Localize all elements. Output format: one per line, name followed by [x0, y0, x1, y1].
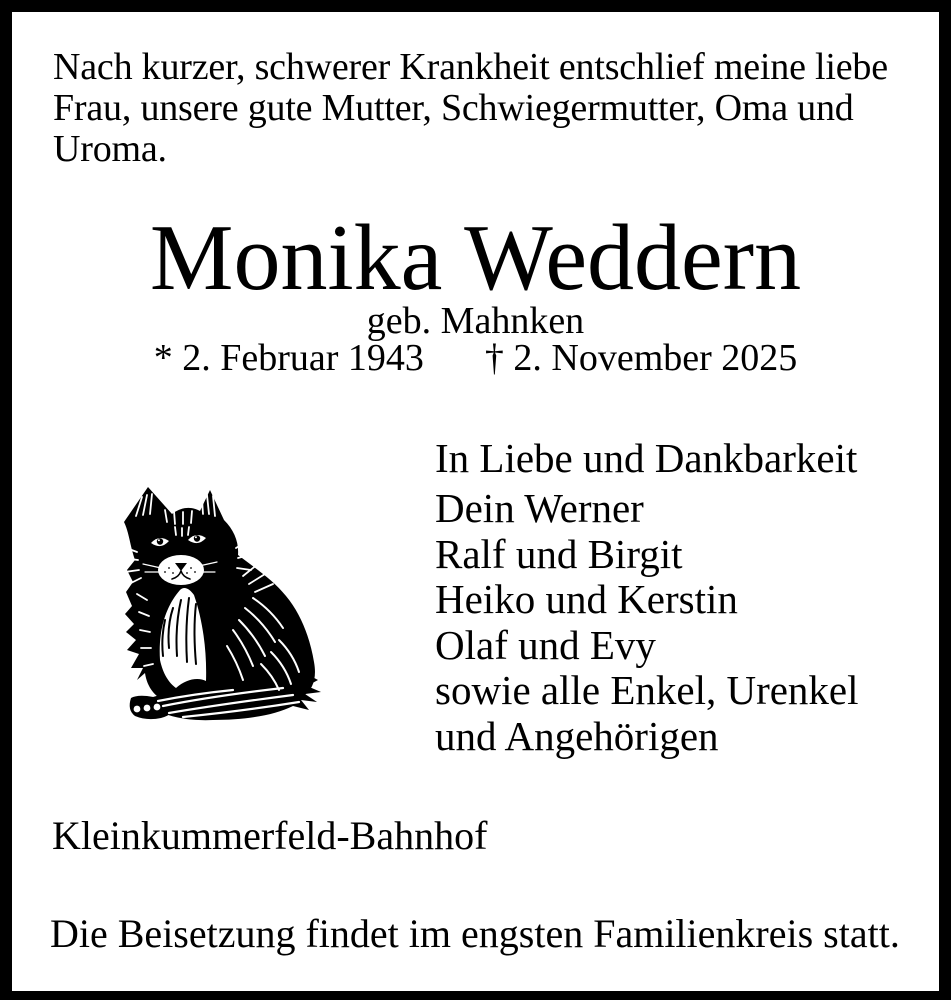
- birth-date: * 2. Februar 1943: [153, 337, 424, 379]
- mourner-line-2: Ralf und Birgit: [435, 530, 683, 577]
- place-name: Kleinkummerfeld-Bahnhof: [52, 813, 488, 858]
- mourner-line-1: Dein Werner: [435, 485, 644, 531]
- intro-text: [53, 47, 888, 170]
- mourner-line-5: sowie alle Enkel, Urenkel: [435, 667, 859, 713]
- mourner-line-3: Heiko und Kerstin: [435, 576, 738, 622]
- tribute-heading: In Liebe und Dankbarkeit: [435, 435, 858, 481]
- mourners-list: [435, 486, 859, 759]
- cat-woodcut-illustration: [103, 480, 325, 726]
- death-date: † 2. November 2025: [484, 337, 798, 379]
- intro-line-3: Uroma.: [53, 128, 167, 170]
- mourner-line-6: und Angehörigen: [435, 712, 719, 759]
- maiden-name: geb. Mahnken: [366, 300, 585, 342]
- intro-line-2: Frau, unsere gute Mutter, Schwiegermutter, Oma und: [53, 87, 854, 129]
- mourner-line-4: Olaf und Evy: [435, 621, 656, 668]
- closing-text: Die Beisetzung findet im engsten Familienkreis statt.: [50, 911, 900, 956]
- intro-line-1: Nach kurzer, schwerer Krankheit entschlief meine liebe: [53, 46, 888, 88]
- life-dates: [12, 336, 939, 382]
- deceased-name: Monika Weddern: [149, 206, 802, 310]
- obituary-sheet: [12, 12, 939, 991]
